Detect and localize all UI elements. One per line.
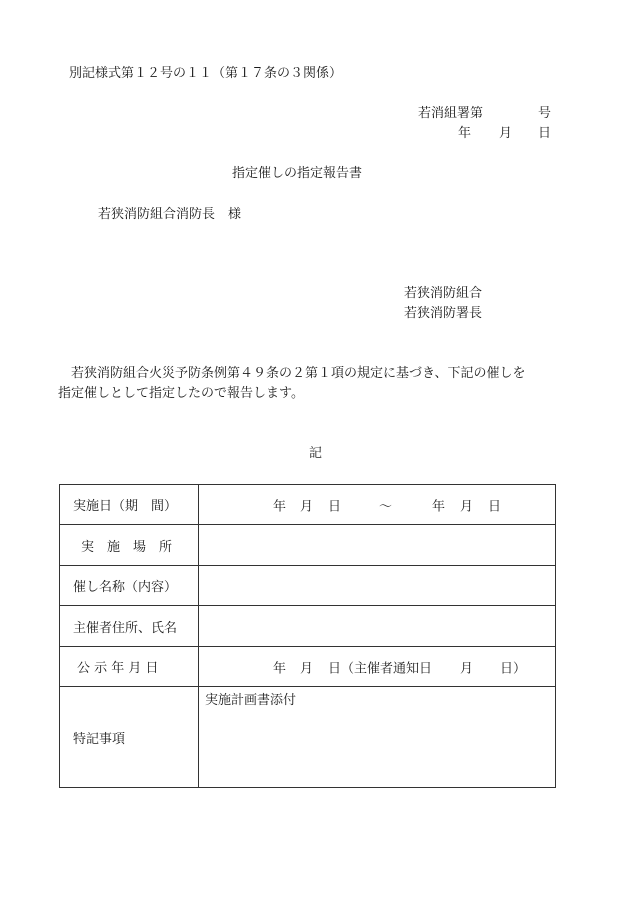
- organizer-notice-month: 月: [460, 661, 474, 676]
- label-event-name: 催し名称（内容）: [60, 566, 199, 606]
- table-row-period: [60, 485, 556, 525]
- table-row-event-name: [60, 566, 556, 606]
- period-year: 年: [273, 499, 287, 514]
- table-row-notice-date: [60, 647, 556, 687]
- label-notice-date: [60, 647, 199, 687]
- notice-year: 年: [273, 661, 287, 676]
- date-month-label: 月: [499, 126, 513, 141]
- notice-month: 月: [300, 661, 314, 676]
- label-organizer: 主催者住所、氏名: [60, 606, 199, 647]
- period-day-end: 日: [488, 499, 502, 514]
- period-day: 日: [328, 499, 342, 514]
- value-special-notes[interactable]: [199, 687, 556, 788]
- period-month-end: 月: [460, 499, 474, 514]
- document-number-prefix: 若消組署第: [418, 106, 484, 121]
- special-notes-text: 実施計画書添付: [205, 693, 297, 708]
- period-year-end: 年: [432, 499, 446, 514]
- date-year-label: 年: [458, 126, 472, 141]
- label-location-text: 実 施 場 所: [81, 539, 173, 555]
- period-tilde: ～: [379, 499, 393, 514]
- label-notice-date-text: 公 示 年 月 日: [77, 661, 159, 676]
- record-table: [59, 484, 556, 788]
- period-month: 月: [300, 499, 314, 514]
- recipient: 若狭消防組合消防長 様: [98, 207, 242, 222]
- date-day-label: 日: [538, 126, 552, 141]
- body-line-2: 指定催しとして指定したので報告します。: [58, 386, 304, 401]
- notice-day-organizer: 日（主催者通知日: [328, 661, 433, 676]
- sender-title: 若狭消防署長: [404, 306, 483, 321]
- table-row-organizer: [60, 606, 556, 647]
- sender-organization: 若狭消防組合: [404, 286, 483, 301]
- table-row-location: [60, 525, 556, 566]
- value-notice-date[interactable]: [199, 647, 556, 687]
- document-number-suffix: 号: [538, 106, 552, 121]
- value-location[interactable]: [199, 525, 556, 566]
- label-period: 実施日（期 間）: [60, 485, 199, 525]
- value-event-name[interactable]: [199, 566, 556, 606]
- table-row-special-notes: [60, 687, 556, 788]
- label-special-notes: 特記事項: [60, 687, 199, 788]
- value-period[interactable]: [199, 485, 556, 525]
- value-organizer[interactable]: [199, 606, 556, 647]
- ki-marker: 記: [309, 446, 323, 461]
- label-location: [60, 525, 199, 566]
- body-line-1: 若狭消防組合火災予防条例第４９条の２第１項の規定に基づき、下記の催しを: [71, 366, 526, 381]
- organizer-notice-day: 日）: [500, 661, 527, 676]
- form-reference: 別記様式第１２号の１１（第１７条の３関係）: [69, 66, 343, 81]
- document-title: 指定催しの指定報告書: [232, 166, 363, 181]
